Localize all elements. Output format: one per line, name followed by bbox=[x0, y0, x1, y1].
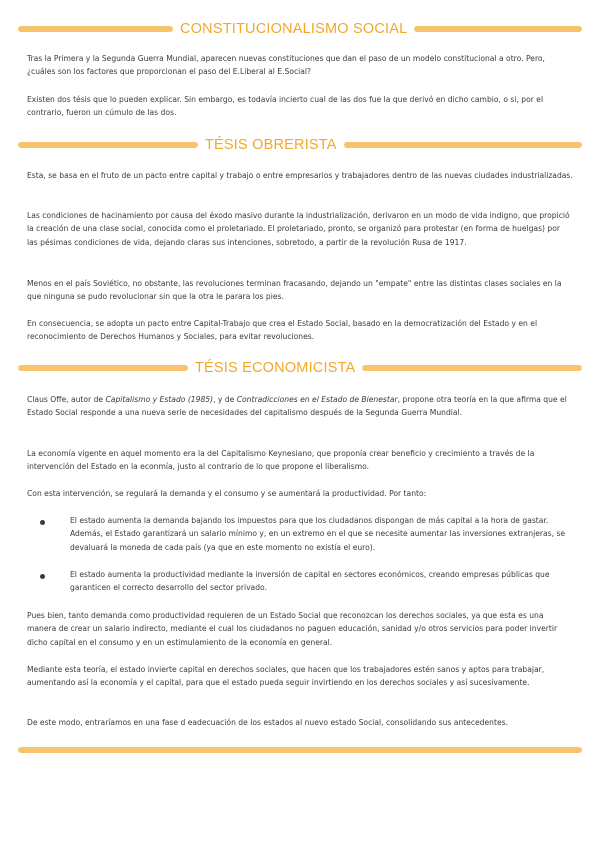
paragraph: Esta, se basa en el fruto de un pacto entre capital y trabajo o entre empresarios y trabajadores dentro de las nuevas ciudades industrializadas. bbox=[27, 171, 573, 180]
section-heading-obrerista bbox=[18, 135, 582, 155]
section-heading-economicista bbox=[18, 358, 582, 378]
section-title: TÉSIS ECONOMICISTA bbox=[195, 360, 356, 376]
heading-bar-right bbox=[414, 26, 582, 32]
paragraph: Menos en el país Soviético, no obstante, las revoluciones terminan fracasando, dejando un "empate" entre las distintas clases sociales en la que ninguna se pudo revolucionar sin que la otra le parara los pies. bbox=[27, 279, 562, 302]
book-title: Capitalismo y Estado (1985) bbox=[105, 395, 214, 404]
heading-bar-left bbox=[18, 26, 173, 32]
heading-bar-right bbox=[362, 365, 582, 371]
paragraph-offe bbox=[27, 393, 573, 420]
paragraph: Las condiciones de hacinamiento por causa del éxodo masivo durante la industrialización, derivaron en un modo de vida indigno, que propició la creación de una clase social, conocida como el proletariado. El proletariado, pronto, se organizó para protestar (en forma de huelgas) por las pésimas condiciones de vida, dejando claras sus intenciones, sobretodo, a partir de la revolución Rusa de 1917. bbox=[27, 211, 570, 247]
heading-bar-right bbox=[344, 142, 582, 148]
section-heading-constitucionalismo bbox=[18, 19, 582, 39]
paragraph: La economía vigente en aquel momento era la del Capitalismo Keynesiano, que proponía crear beneficio y crecimiento a través de la intervención del Estado en la econmía, justo al contrario de lo que propone el liberalismo. bbox=[27, 449, 535, 472]
section-title: CONSTITUCIONALISMO SOCIAL bbox=[180, 21, 408, 37]
text-run: , y de bbox=[213, 395, 237, 404]
paragraph: De este modo, entraríamos en una fase d eadecuación de los estados al nuevo estado Social, consolidando sus antecedentes. bbox=[27, 718, 508, 727]
paragraph: Pues bien, tanto demanda como productividad requieren de un Estado Social que reconozcan los derechos sociales, ya que esta es una manera de crear un salario indirecto, mediante el cual los ciudadanos no paguen educación, sanidad y/o otros servicios para poder invertir dicho capital en el consumo y en un estimulamiento de la economía en general. bbox=[27, 611, 558, 647]
book-title: Contradicciones en el Estado de Bienestar bbox=[236, 395, 398, 404]
bullet-item: El estado aumenta la productividad mediante la inversión de capital en sectores económicos, creando empresas públicas que garanticen el correcto desarrollo del sector privado. bbox=[70, 570, 550, 593]
paragraph: Con esta intervención, se regulará la demanda y el consumo y se aumentará la productividad. Por tanto: bbox=[27, 489, 427, 498]
bullet-dot bbox=[40, 574, 45, 579]
section-title: TÉSIS OBRERISTA bbox=[205, 137, 337, 153]
paragraph: Existen dos tésis que lo pueden explicar. Sin embargo, es todavía incierto cual de las dos fue la que derivó en dicho cambio, o si, por el contrario, fueron un cúmulo de las dos. bbox=[27, 95, 544, 118]
heading-bar-left bbox=[18, 142, 198, 148]
bullet-dot bbox=[40, 520, 45, 525]
text-run: Claus Offe, autor de bbox=[27, 395, 106, 404]
paragraph: Tras la Primera y la Segunda Guerra Mundial, aparecen nuevas constituciones que dan el paso de un modelo constitucional a otro. Pero, ¿cuáles son los factores que proporcionan el paso del E.Liberal al E.Social? bbox=[27, 54, 545, 77]
heading-bar-left bbox=[18, 365, 188, 371]
paragraph: En consecuencia, se adopta un pacto entre Capital-Trabajo que crea el Estado Social, basado en la democratización del Estado y en el reconocimiento de Derechos Humanos y Sociales, para evitar revoluciones. bbox=[27, 319, 538, 342]
paragraph: Mediante esta teoría, el estado invierte capital en derechos sociales, que hacen que los trabajadores estén sanos y aptos para trabajar, aumentando así la economía y el capital, para que el estado pueda seguir invirtiendo en los derechos sociales y así sucesivamente. bbox=[27, 665, 545, 688]
text-run: , propone otra teoría en la que afirma que el Estado Social responde a una nueva serie de necesidades del capitalismo después de la Segunda Guerra Mundial. bbox=[27, 395, 567, 418]
bullet-item: El estado aumenta la demanda bajando los impuestos para que los ciudadanos dispongan de más capital a la hora de gastar. Además, el Estado garantizará un salario mínimo y, en un extremo en el que se necesite aumentar las inversiones extranjeras, se devaluará la moneda de cada país (ya que en este momento no existía el euro). bbox=[70, 516, 566, 552]
footer-bar bbox=[18, 747, 582, 753]
